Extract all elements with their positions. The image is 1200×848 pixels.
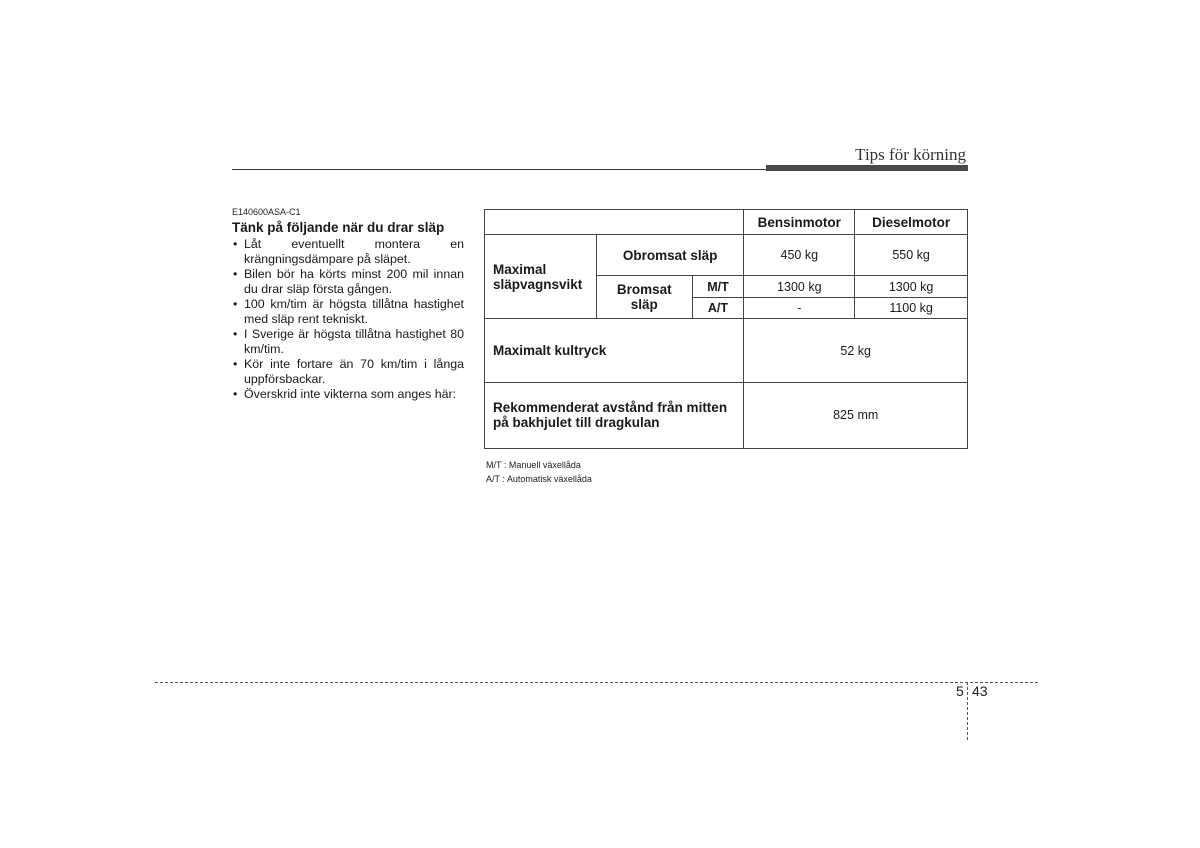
list-item-text: Låt eventuellt montera en krängningsdämpare på släpet. — [244, 237, 464, 266]
list-item-text: Bilen bör ha körts minst 200 mil innan du drar släp första gången. — [244, 267, 464, 296]
cell-braked-at-benzin: - — [744, 298, 855, 319]
list-item-text: Kör inte fortare än 70 km/tim i långa uppförsbackar. — [244, 357, 464, 386]
row-label-at: A/T — [692, 298, 744, 319]
cell-unbraked-diesel: 550 kg — [855, 235, 968, 276]
table-row — [485, 319, 968, 382]
table-row — [485, 382, 968, 448]
table-corner-cell — [485, 210, 744, 235]
note-mt: M/T : Manuell växellåda — [486, 460, 581, 470]
bullet-icon: • — [233, 297, 238, 311]
list-item — [232, 387, 464, 402]
bullet-list — [232, 237, 464, 402]
note-at: A/T : Automatisk växellåda — [486, 474, 592, 484]
left-column — [232, 206, 464, 402]
cell-braked-mt-diesel: 1300 kg — [855, 276, 968, 298]
section-code: E140600ASA-C1 — [232, 207, 301, 217]
footer-divider — [967, 682, 968, 740]
row-label-distance: Rekommenderat avstånd från mitten på bakhjulet till dragkulan — [485, 382, 744, 448]
col-header-benzin: Bensinmotor — [744, 210, 855, 235]
list-item-text: 100 km/tim är högsta tillåtna hastighet med släp rent tekniskt. — [244, 297, 464, 326]
cell-braked-at-diesel: 1100 kg — [855, 298, 968, 319]
table-row — [485, 235, 968, 276]
cell-braked-mt-benzin: 1300 kg — [744, 276, 855, 298]
list-item-text: Överskrid inte vikterna som anges här: — [244, 387, 457, 401]
cell-distance: 825 mm — [744, 382, 968, 448]
bullet-icon: • — [233, 237, 238, 251]
footer-rule — [155, 682, 1038, 683]
bullet-icon: • — [233, 267, 238, 281]
bullet-icon: • — [233, 387, 238, 401]
list-item — [232, 237, 464, 267]
header-rule — [232, 169, 768, 170]
list-item-text: I Sverige är högsta tillåtna hastighet 80 km/tim. — [244, 327, 464, 356]
row-label-max-ball-load: Maximalt kultryck — [485, 319, 744, 382]
row-label-max-trailer: Maximal släpvagnsvikt — [485, 235, 597, 319]
page-number: 43 — [972, 683, 988, 699]
list-item — [232, 267, 464, 297]
cell-max-ball-load: 52 kg — [744, 319, 968, 382]
row-label-unbraked: Obromsat släp — [596, 235, 743, 276]
bullet-icon: • — [233, 327, 238, 341]
col-header-diesel: Dieselmotor — [855, 210, 968, 235]
page-header-title: Tips för körning — [855, 145, 966, 164]
chapter-number: 5 — [956, 683, 964, 699]
list-item — [232, 297, 464, 327]
row-label-braked: Bromsat släp — [596, 276, 692, 319]
header-accent-bar — [766, 165, 968, 171]
table-notes — [486, 458, 592, 486]
trailer-weight-table — [484, 209, 968, 449]
cell-unbraked-benzin: 450 kg — [744, 235, 855, 276]
bullet-icon: • — [233, 357, 238, 371]
table-row — [485, 210, 968, 235]
list-item — [232, 357, 464, 387]
row-label-mt: M/T — [692, 276, 744, 298]
list-item — [232, 327, 464, 357]
section-heading: Tänk på följande när du drar släp — [232, 220, 445, 235]
